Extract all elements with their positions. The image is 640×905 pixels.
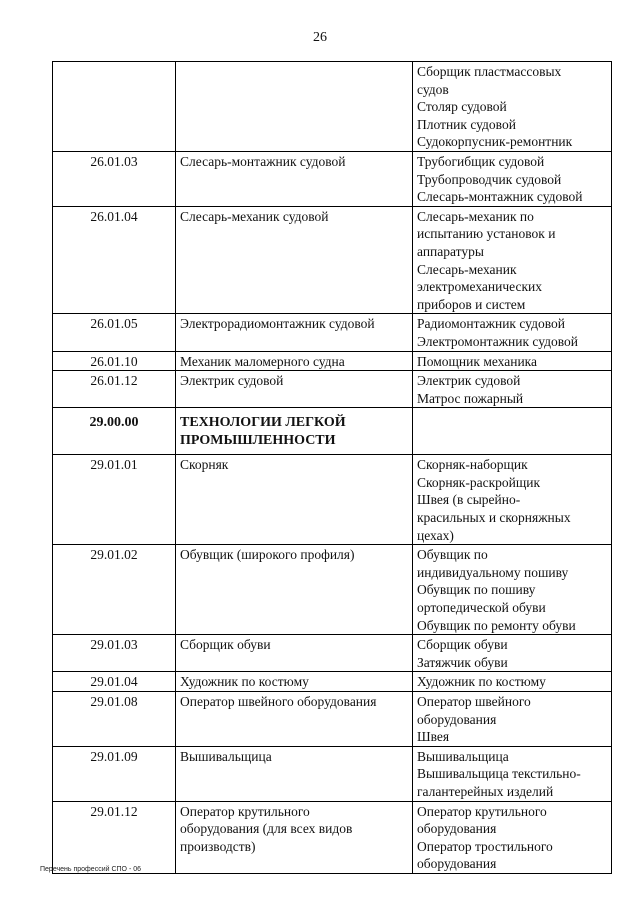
program-name-cell — [176, 692, 413, 747]
program-name-cell — [176, 408, 413, 455]
code-cell: 29.01.08 — [53, 692, 176, 747]
program-name-line: Слесарь-монтажник судовой — [180, 153, 346, 169]
profession-line: Швея (в сырейно- — [417, 492, 521, 508]
professions-table — [52, 61, 612, 874]
profession-line: аппаратуры — [417, 243, 484, 259]
profession-line: цехах) — [417, 527, 454, 543]
professions-cell — [413, 351, 612, 371]
table-row — [53, 351, 612, 371]
profession-line: индивидуальному пошиву — [417, 564, 569, 580]
page-number: 26 — [313, 30, 327, 45]
program-name-line: оборудования (для всех видов — [180, 821, 353, 837]
program-name-cell — [176, 151, 413, 206]
profession-line: Вышивальщица — [417, 748, 509, 764]
profession-line: Оператор крутильного — [417, 803, 547, 819]
profession-line: Электрик судовой — [417, 373, 521, 389]
profession-line: ортопедической обуви — [417, 600, 546, 616]
profession-line: Радиомонтажник судовой — [417, 316, 565, 332]
profession-line: Обувщик по пошиву — [417, 582, 536, 598]
profession-line: Обувщик по — [417, 547, 488, 563]
program-name-cell — [176, 371, 413, 408]
code-cell: 29.01.02 — [53, 545, 176, 635]
profession-line: Слесарь-механик по — [417, 208, 534, 224]
program-name-line: производств) — [180, 838, 256, 854]
table-row — [53, 371, 612, 408]
program-name-line: Художник по костюму — [180, 674, 309, 690]
program-name-cell — [176, 672, 413, 692]
program-name-line: Вышивальщица — [180, 748, 272, 764]
program-name-line: Слесарь-механик судовой — [180, 208, 329, 224]
profession-line: Сборщик пластмассовых — [417, 64, 562, 79]
table-body — [53, 62, 612, 874]
table-row — [53, 151, 612, 206]
profession-line: Оператор тростильного — [417, 838, 553, 854]
profession-line: Обувщик по ремонту обуви — [417, 617, 576, 633]
profession-line: Сборщик обуви — [417, 637, 508, 653]
table-row — [53, 672, 612, 692]
program-name-line: Оператор крутильного — [180, 803, 310, 819]
profession-line: Столяр судовой — [417, 99, 507, 115]
program-name-cell — [176, 206, 413, 314]
profession-line: Электромонтажник судовой — [417, 333, 579, 349]
profession-line: Трубогибщик судовой — [417, 153, 545, 169]
code-cell — [53, 62, 176, 152]
profession-line: оборудования — [417, 856, 497, 872]
professions-cell — [413, 635, 612, 672]
code-cell: 26.01.12 — [53, 371, 176, 408]
program-name-cell — [176, 62, 413, 152]
table-row — [53, 692, 612, 747]
profession-line: красильных и скорняжных — [417, 510, 571, 526]
program-name-cell — [176, 455, 413, 545]
professions-cell — [413, 746, 612, 801]
table-row — [53, 314, 612, 351]
program-name-cell — [176, 351, 413, 371]
profession-line: приборов и систем — [417, 296, 526, 312]
table-row — [53, 206, 612, 314]
profession-line: Помощник механика — [417, 353, 538, 369]
table-row — [53, 62, 612, 152]
table-row — [53, 746, 612, 801]
professions-cell — [413, 371, 612, 408]
profession-line: испытанию установок и — [417, 226, 556, 242]
code-cell: 29.00.00 — [53, 408, 176, 455]
code-cell: 26.01.10 — [53, 351, 176, 371]
professions-cell — [413, 62, 612, 152]
program-name-line: Оператор швейного оборудования — [180, 694, 377, 709]
professions-cell — [413, 672, 612, 692]
code-cell: 29.01.03 — [53, 635, 176, 672]
profession-line: Художник по костюму — [417, 674, 546, 690]
profession-line: галантерейных изделий — [417, 783, 554, 799]
professions-cell — [413, 151, 612, 206]
profession-line: Швея — [417, 729, 450, 745]
program-name-line: Обувщик (широкого профиля) — [180, 547, 355, 563]
table-row — [53, 635, 612, 672]
program-name-cell — [176, 801, 413, 873]
program-name-cell — [176, 314, 413, 351]
profession-line: Вышивальщица текстильно- — [417, 766, 581, 782]
profession-line: Слесарь-монтажник судовой — [417, 189, 583, 205]
program-name-line: Скорняк — [180, 457, 229, 473]
program-name-line: ТЕХНОЛОГИИ ЛЕГКОЙ — [180, 415, 346, 431]
professions-cell — [413, 408, 612, 455]
professions-cell — [413, 692, 612, 747]
code-cell: 29.01.04 — [53, 672, 176, 692]
code-cell: 26.01.04 — [53, 206, 176, 314]
professions-cell — [413, 545, 612, 635]
profession-line: Оператор швейного — [417, 694, 531, 709]
program-name-cell — [176, 635, 413, 672]
code-cell: 29.01.01 — [53, 455, 176, 545]
footer-label: Перечень профессий СПО - 06 — [40, 866, 142, 873]
profession-line: Скорняк-наборщик — [417, 457, 528, 473]
program-name-cell — [176, 746, 413, 801]
professions-cell — [413, 801, 612, 873]
program-name-line: Сборщик обуви — [180, 637, 271, 653]
code-cell: 29.01.09 — [53, 746, 176, 801]
profession-line: Судокорпусник-ремонтник — [417, 134, 573, 150]
code-cell: 26.01.03 — [53, 151, 176, 206]
table-row — [53, 545, 612, 635]
profession-line: Затяжчик обуви — [417, 654, 508, 670]
table-row — [53, 455, 612, 545]
program-name-line: Электрик судовой — [180, 373, 284, 389]
profession-line: Плотник судовой — [417, 116, 516, 132]
code-cell: 29.01.12 — [53, 801, 176, 873]
program-name-line: Механик маломерного судна — [180, 353, 345, 369]
profession-line: оборудования — [417, 711, 497, 727]
profession-line: оборудования — [417, 821, 497, 837]
professions-cell — [413, 455, 612, 545]
table-row — [53, 801, 612, 873]
profession-line: Трубопроводчик судовой — [417, 171, 562, 187]
profession-line: судов — [417, 81, 449, 97]
professions-cell — [413, 206, 612, 314]
program-name-cell — [176, 545, 413, 635]
code-cell: 26.01.05 — [53, 314, 176, 351]
professions-cell — [413, 314, 612, 351]
program-name-line: ПРОМЫШЛЕННОСТИ — [180, 433, 336, 449]
profession-line: Слесарь-механик — [417, 261, 517, 277]
profession-line: Матрос пожарный — [417, 390, 524, 406]
profession-line: Скорняк-раскройщик — [417, 474, 541, 490]
profession-line: электромеханических — [417, 279, 542, 295]
section-row — [53, 408, 612, 455]
program-name-line: Электрорадиомонтажник судовой — [180, 316, 375, 332]
